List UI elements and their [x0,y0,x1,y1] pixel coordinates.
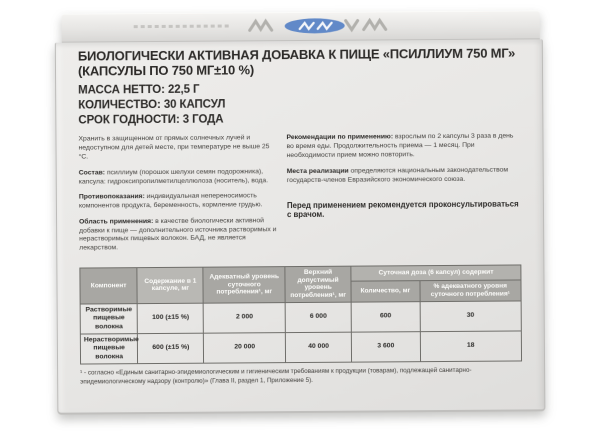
contraindications-label: Противопоказания: [78,193,145,201]
brand-logo-icon [240,16,390,35]
recommendations-label: Рекомендации по применению: [286,133,394,142]
col-header-per-capsule: Содержание в 1 капсуле, мг [137,267,203,304]
product-specs [78,81,520,128]
flap-print-marks [134,24,230,28]
application-label: Область применения: [79,217,154,226]
recommendations-section [286,133,520,162]
info-column-right [286,133,521,259]
col-header-daily-amount: Количество, мг [351,281,419,303]
distribution-label: Места реализации [286,167,349,175]
table-cell: 18 [420,331,522,362]
col-header-adequate-level: Адекватный уровень суточного потребления¹, мг [203,267,285,304]
col-header-component: Компонент [80,268,138,304]
col-header-upper-level: Верхний допустимый уровень потребления¹, мг [285,266,351,303]
application-text: в качестве биологически активной добавки к пище — дополнительного источника растворимых и нерастворимых пищевых волокон. БАД, не является лекарством. [79,216,277,252]
distribution-text: определяются национальным законодательством государств-членов Евразийского экономического союза. [286,166,509,184]
info-columns [78,133,521,261]
shelf-life: СРОК ГОДНОСТИ: 3 ГОДА [78,113,224,127]
info-column-left [78,134,277,260]
consult-doctor-note: Перед применением рекомендуется проконсультироваться с врачом. [286,199,519,220]
distribution-section [287,166,521,186]
table-cell: Растворимые пищевые волокна [80,304,138,334]
box-top-flap [62,10,540,42]
composition-label: Состав: [78,169,106,177]
composition-section [79,168,277,187]
col-header-daily-percent: % адекватного уровня суточного потребления¹ [420,280,522,302]
recommendations-text: взрослым по 2 капсулы 3 раза в день во время еды. Продолжительность приема — 1 месяц. При необходимости прием можно повторить. [286,132,514,160]
table-cell: 3 600 [352,332,421,362]
table-cell: 6 000 [285,302,351,332]
table-cell: 2 000 [204,303,286,334]
net-weight: МАССА НЕТТО: 22,5 Г [78,83,200,97]
table-row-soluble-fiber [80,301,521,334]
table-cell: 40 000 [285,332,351,362]
product-subtitle: (КАПСУЛЫ ПО 750 МГ±10 %) [77,61,255,79]
composition-text: псиллиум (порошок шелухи семян подорожника), капсула: гидроксипропилметилцеллюлоза (носитель), вода. [78,167,269,186]
nutrition-table [79,264,522,364]
table-row-insoluble-fiber [80,331,521,364]
product-box [55,10,546,415]
table-cell: 30 [420,301,522,332]
contraindications-section [79,192,277,211]
product-title: БИОЛОГИЧЕСКИ АКТИВНАЯ ДОБАВКА К ПИЩЕ «ПСИЛЛИУМ 750 МГ» [77,45,516,64]
nutrition-table-header [80,265,521,304]
application-section [79,217,277,254]
table-cell: Нерастворимые пищевые волокна [80,334,138,364]
table-cell: 100 (±15 %) [137,303,203,333]
storage-note: Хранить в защищенном от прямых солнечных лучей и недоступном для детей месте, при температуре не выше 25 °С. [78,134,270,161]
contraindications-text: индивидуальная непереносимость компонентов продукта, беременность, кормление грудью. [78,192,263,210]
box-back-panel [55,39,546,414]
col-header-daily-dose-group: Суточная доза (6 капсул) содержит [351,265,521,281]
table-cell: 20 000 [204,333,286,364]
table-cell: 600 [351,302,420,332]
regulation-footnote: ¹ - согласно «Единым санитарно-эпидемиологическим и гигиеническим требованиям к продукции (товарам), подлежащей санитарно-эпидемиологическому надзору (контролю)» (Глава II, раздел 1, Приложение 5). [80,366,472,386]
capsule-count: КОЛИЧЕСТВО: 30 КАПСУЛ [78,98,226,112]
table-cell: 600 (±15 %) [138,333,204,363]
